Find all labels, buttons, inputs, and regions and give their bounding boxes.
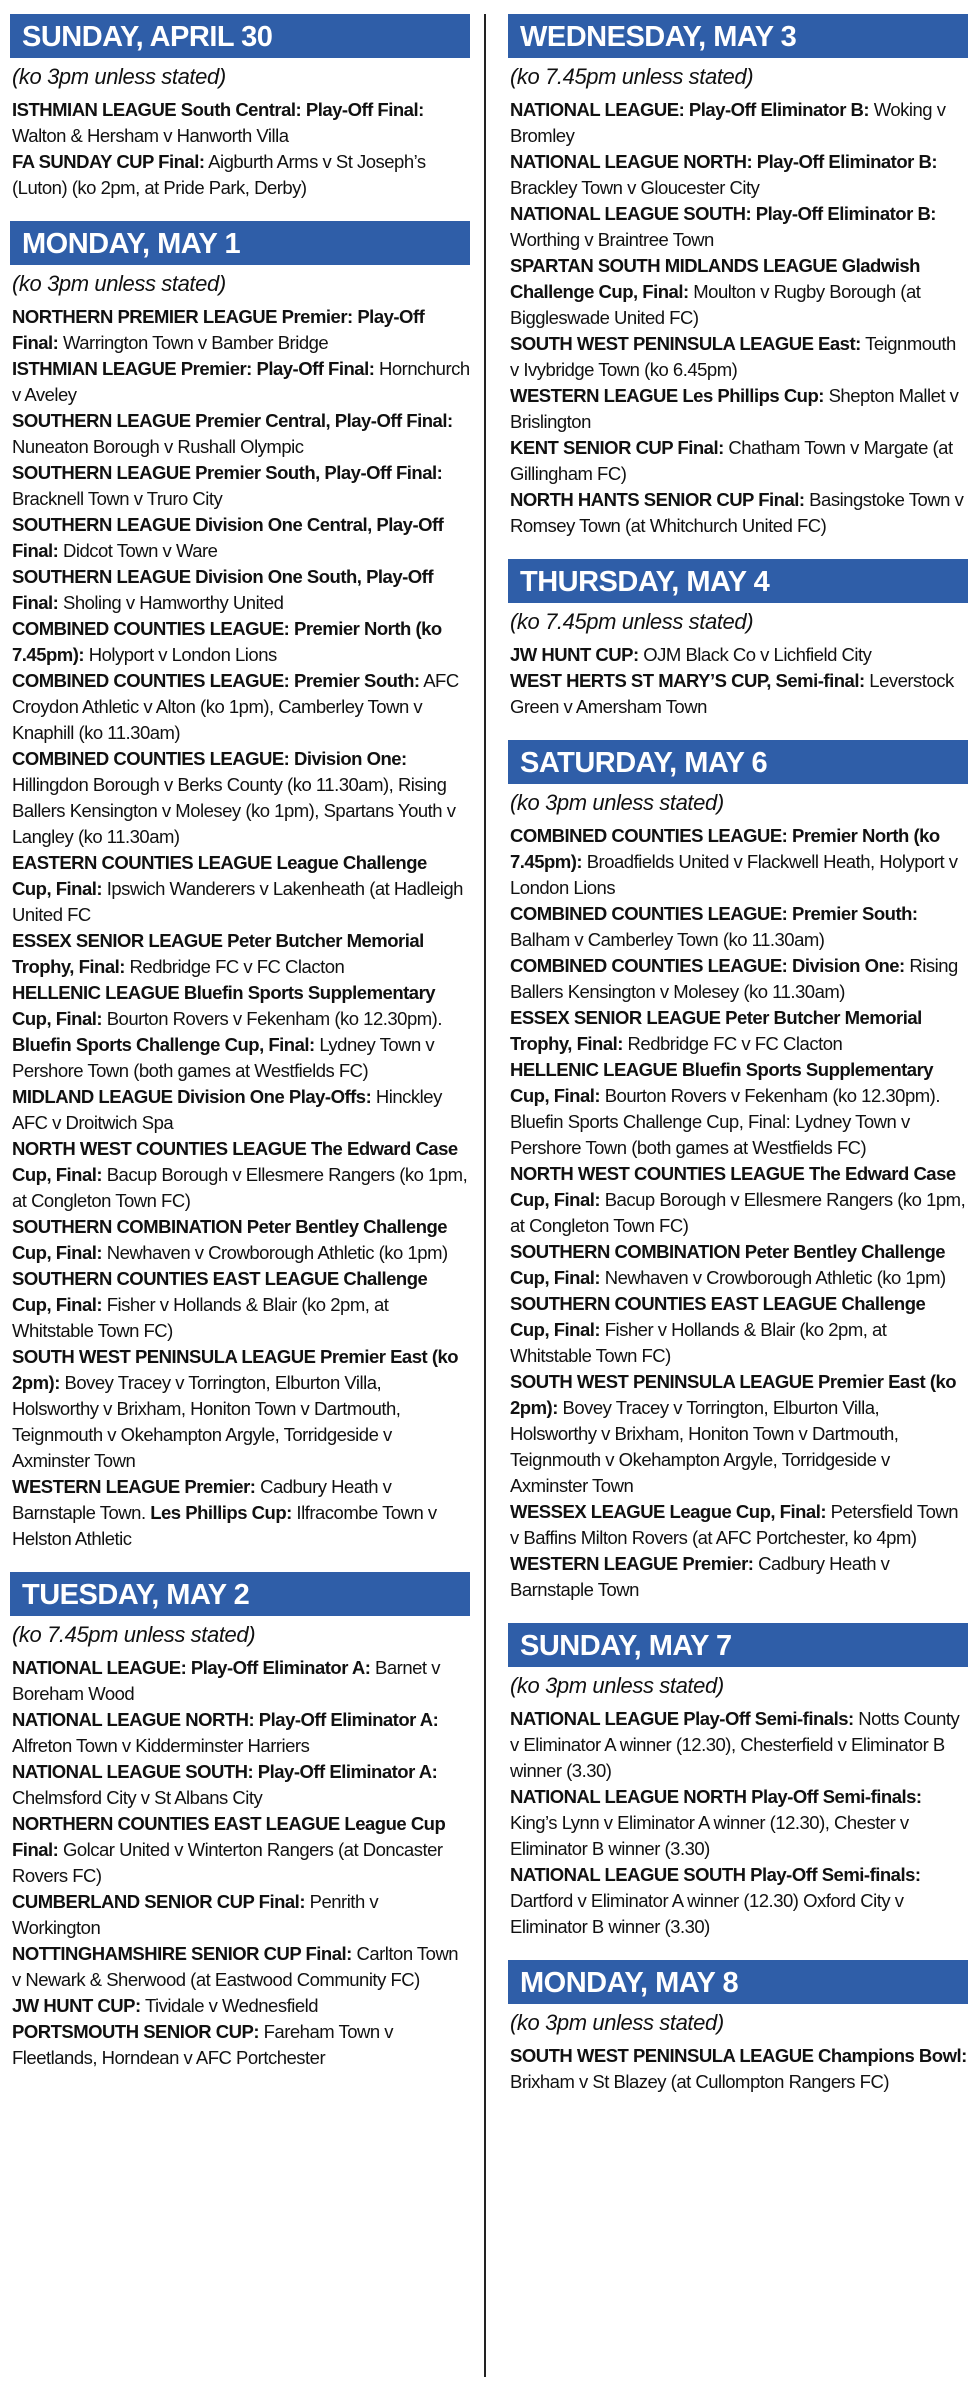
competition-label: SOUTHERN LEAGUE Premier South, Play-Off Final: xyxy=(12,462,443,483)
fixture-entry xyxy=(12,668,470,746)
fixture-text: Ilfracombe Town v Helston Athletic xyxy=(12,1502,437,1549)
fixture-text: Lydney Town v Pershore Town (both games at Westfields FC) xyxy=(12,1034,435,1081)
competition-label: NATIONAL LEAGUE SOUTH Play-Off Semi-finals: xyxy=(510,1864,921,1885)
fixture-entry xyxy=(510,668,968,720)
fixture-text: Newhaven v Crowborough Athletic (ko 1pm) xyxy=(102,1242,448,1263)
fixture-entry xyxy=(12,1266,470,1344)
competition-label: COMBINED COUNTIES LEAGUE: Premier North (ko 7.45pm): xyxy=(510,825,940,872)
competition-label: SOUTHERN LEAGUE Division One Central, Play-Off Final: xyxy=(12,514,444,561)
fixture-text: Rising Ballers Kensington v Molesey (ko 11.30am) xyxy=(510,955,958,1002)
competition-label: WESSEX LEAGUE League Cup, Final: xyxy=(510,1501,827,1522)
fixture-entry xyxy=(12,1084,470,1136)
competition-label: JW HUNT CUP: xyxy=(510,644,639,665)
kickoff-note: (ko 7.45pm unless stated) xyxy=(510,64,754,89)
fixture-text: Aigburth Arms v St Joseph’s (Luton) (ko 2pm, at Pride Park, Derby) xyxy=(12,151,426,198)
fixture-entry xyxy=(510,642,968,668)
competition-label: NATIONAL LEAGUE SOUTH: Play-Off Eliminator B: xyxy=(510,203,936,224)
fixture-text: Bovey Tracey v Torrington, Elburton Villa, Holsworthy v Brixham, Honiton Town v Dartmouth, Teignmouth v Okehampton Argyle, Torridgeside v Axminster Town xyxy=(510,1397,899,1496)
competition-label: COMBINED COUNTIES LEAGUE: Premier South: xyxy=(12,670,420,691)
fixture-text: Tividale v Wednesfield xyxy=(140,1995,319,2016)
fixture-text: Basingstoke Town v Romsey Town (at Whitchurch United FC) xyxy=(510,489,964,536)
fixture-entry xyxy=(12,850,470,928)
column-divider xyxy=(484,14,486,2377)
fixture-text: Broadfields United v Flackwell Heath, Holyport v London Lions xyxy=(510,851,958,898)
competition-label: Bluefin Sports Challenge Cup, Final: xyxy=(12,1034,315,1055)
competition-label: WESTERN LEAGUE Les Phillips Cup: xyxy=(510,385,824,406)
fixture-text: Bovey Tracey v Torrington, Elburton Villa, Holsworthy v Brixham, Honiton Town v Dartmouth, Teignmouth v Okehampton Argyle, Torridgeside v Axminster Town xyxy=(12,1372,401,1471)
competition-label: HELLENIC LEAGUE Bluefin Sports Supplementary Cup, Final: xyxy=(510,1059,934,1106)
fixture-entry xyxy=(510,331,968,383)
day-heading: SUNDAY, APRIL 30 xyxy=(10,14,470,58)
fixture-entry xyxy=(510,1057,968,1161)
fixture-text: Ipswich Wanderers v Lakenheath (at Hadleigh United FC xyxy=(12,878,463,925)
fixture-entry xyxy=(12,1707,470,1759)
fixture-text: Shepton Mallet v Brislington xyxy=(510,385,959,432)
competition-label: COMBINED COUNTIES LEAGUE: Premier North (ko 7.45pm): xyxy=(12,618,442,665)
fixture-entry xyxy=(12,2019,470,2071)
fixture-text: Barnet v Boreham Wood xyxy=(12,1657,440,1704)
fixture-entry xyxy=(510,1291,968,1369)
fixture-entry xyxy=(12,1889,470,1941)
fixture-text: Woking v Bromley xyxy=(510,99,946,146)
fixture-text: Cadbury Heath v Barnstaple Town. xyxy=(12,1476,392,1523)
fixture-text: Carlton Town v Newark & Sherwood (at Eastwood Community FC) xyxy=(12,1943,459,1990)
fixture-entry xyxy=(510,953,968,1005)
fixture-entry xyxy=(12,304,470,356)
day-heading: TUESDAY, MAY 2 xyxy=(10,1572,470,1616)
competition-label: ESSEX SENIOR LEAGUE Peter Butcher Memorial Trophy, Final: xyxy=(510,1007,922,1054)
competition-label: NORTH WEST COUNTIES LEAGUE The Edward Case Cup, Final: xyxy=(510,1163,956,1210)
fixture-text: Brixham v St Blazey (at Cullompton Rangers FC) xyxy=(510,2071,889,2092)
fixture-text: Nuneaton Borough v Rushall Olympic xyxy=(12,436,304,457)
fixture-entry xyxy=(510,1499,968,1551)
fixture-text: Chelmsford City v St Albans City xyxy=(12,1787,263,1808)
competition-label: NATIONAL LEAGUE SOUTH: Play-Off Eliminator A: xyxy=(12,1761,438,1782)
fixture-entry xyxy=(12,460,470,512)
fixture-entry xyxy=(510,435,968,487)
competition-label: JW HUNT CUP: xyxy=(12,1995,141,2016)
fixture-text: Sholing v Hamworthy United xyxy=(58,592,284,613)
competition-label: SOUTHERN COUNTIES EAST LEAGUE Challenge Cup, Final: xyxy=(510,1293,926,1340)
fixture-entry xyxy=(12,1655,470,1707)
left-column xyxy=(10,14,470,2401)
competition-label: SOUTHERN COMBINATION Peter Bentley Challenge Cup, Final: xyxy=(12,1216,448,1263)
day-section xyxy=(10,221,470,1552)
fixture-entry xyxy=(510,1369,968,1499)
fixture-text: Chatham Town v Margate (at Gillingham FC) xyxy=(510,437,953,484)
day-heading: MONDAY, MAY 1 xyxy=(10,221,470,265)
competition-label: KENT SENIOR CUP Final: xyxy=(510,437,724,458)
fixture-text: Moulton v Rugby Borough (at Biggleswade United FC) xyxy=(510,281,921,328)
competition-label: MIDLAND LEAGUE Division One Play-Offs: xyxy=(12,1086,372,1107)
competition-label: NATIONAL LEAGUE NORTH: Play-Off Eliminator A: xyxy=(12,1709,439,1730)
competition-label: COMBINED COUNTIES LEAGUE: Division One: xyxy=(12,748,407,769)
competition-label: SPARTAN SOUTH MIDLANDS LEAGUE Gladwish Challenge Cup, Final: xyxy=(510,255,920,302)
competition-label: SOUTH WEST PENINSULA LEAGUE East: xyxy=(510,333,861,354)
fixture-entry xyxy=(12,616,470,668)
fixture-entry xyxy=(510,253,968,331)
day-heading: SUNDAY, MAY 7 xyxy=(508,1623,968,1667)
fixture-text: Worthing v Braintree Town xyxy=(510,229,714,250)
fixture-entry xyxy=(12,408,470,460)
fixture-text: Notts County v Eliminator A winner (12.30), Chesterfield v Eliminator B winner (3.30) xyxy=(510,1708,960,1781)
fixture-entry xyxy=(510,383,968,435)
fixture-text: OJM Black Co v Lichfield City xyxy=(638,644,872,665)
competition-label: NATIONAL LEAGUE Play-Off Semi-finals: xyxy=(510,1708,854,1729)
competition-label: ESSEX SENIOR LEAGUE Peter Butcher Memorial Trophy, Final: xyxy=(12,930,424,977)
fixture-text: Holyport v London Lions xyxy=(84,644,277,665)
fixture-entry xyxy=(12,1214,470,1266)
kickoff-note: (ko 3pm unless stated) xyxy=(12,271,226,296)
competition-label: WEST HERTS ST MARY’S CUP, Semi-final: xyxy=(510,670,865,691)
fixture-text: Fareham Town v Fleetlands, Horndean v AFC Portchester xyxy=(12,2021,394,2068)
kickoff-note: (ko 3pm unless stated) xyxy=(510,1673,724,1698)
day-section xyxy=(508,1960,968,2095)
fixture-entry xyxy=(510,1239,968,1291)
fixture-entry xyxy=(510,1706,968,1784)
fixture-entry xyxy=(510,1784,968,1862)
competition-label: SOUTHERN COUNTIES EAST LEAGUE Challenge Cup, Final: xyxy=(12,1268,428,1315)
competition-label: SOUTHERN LEAGUE Premier Central, Play-Off Final: xyxy=(12,410,453,431)
day-heading: WEDNESDAY, MAY 3 xyxy=(508,14,968,58)
fixture-entry xyxy=(12,97,470,149)
fixture-entry xyxy=(510,1862,968,1940)
fixture-text: Golcar United v Winterton Rangers (at Doncaster Rovers FC) xyxy=(12,1839,443,1886)
fixture-text: Bourton Rovers v Fekenham (ko 12.30pm). xyxy=(102,1008,442,1029)
fixture-entry xyxy=(510,2043,968,2095)
competition-label: NATIONAL LEAGUE: Play-Off Eliminator B: xyxy=(510,99,870,120)
fixture-text: Penrith v Workington xyxy=(12,1891,379,1938)
fixture-entry xyxy=(510,1551,968,1603)
kickoff-note: (ko 3pm unless stated) xyxy=(12,64,226,89)
fixture-entry xyxy=(12,512,470,564)
fixture-entry xyxy=(12,1811,470,1889)
competition-label: COMBINED COUNTIES LEAGUE: Premier South: xyxy=(510,903,918,924)
competition-label: CUMBERLAND SENIOR CUP Final: xyxy=(12,1891,305,1912)
competition-label: SOUTHERN COMBINATION Peter Bentley Challenge Cup, Final: xyxy=(510,1241,946,1288)
fixture-text: Newhaven v Crowborough Athletic (ko 1pm) xyxy=(600,1267,946,1288)
competition-label: NORTH HANTS SENIOR CUP Final: xyxy=(510,489,805,510)
fixture-entry xyxy=(12,1993,470,2019)
fixture-text: Petersfield Town v Baffins Milton Rovers (at AFC Portchester, ko 4pm) xyxy=(510,1501,959,1548)
competition-label: EASTERN COUNTIES LEAGUE League Challenge Cup, Final: xyxy=(12,852,427,899)
right-column xyxy=(508,14,968,2401)
fixture-text: Cadbury Heath v Barnstaple Town xyxy=(510,1553,890,1600)
competition-label: PORTSMOUTH SENIOR CUP: xyxy=(12,2021,259,2042)
fixture-text: Brackley Town v Gloucester City xyxy=(510,177,760,198)
competition-label: NOTTINGHAMSHIRE SENIOR CUP Final: xyxy=(12,1943,352,1964)
competition-label: SOUTHERN LEAGUE Division One South, Play-Off Final: xyxy=(12,566,434,613)
competition-label: ISTHMIAN LEAGUE Premier: Play-Off Final: xyxy=(12,358,375,379)
fixture-text: Bracknell Town v Truro City xyxy=(12,488,223,509)
competition-label: ISTHMIAN LEAGUE South Central: Play-Off Final: xyxy=(12,99,424,120)
fixture-text: King’s Lynn v Eliminator A winner (12.30), Chester v Eliminator B winner (3.30) xyxy=(510,1812,909,1859)
competition-label: SOUTH WEST PENINSULA LEAGUE Premier East (ko 2pm): xyxy=(510,1371,957,1418)
fixture-entry xyxy=(510,823,968,901)
fixture-text: Bacup Borough v Ellesmere Rangers (ko 1pm, at Congleton Town FC) xyxy=(510,1189,966,1236)
fixture-entry xyxy=(12,1759,470,1811)
fixture-text: AFC Croydon Athletic v Alton (ko 1pm), Camberley Town v Knaphill (ko 11.30am) xyxy=(12,670,459,743)
fixture-entry xyxy=(510,97,968,149)
fixture-text: Leverstock Green v Amersham Town xyxy=(510,670,954,717)
fixture-entry xyxy=(12,1344,470,1474)
competition-label: COMBINED COUNTIES LEAGUE: Division One: xyxy=(510,955,905,976)
fixture-text: Teignmouth v Ivybridge Town (ko 6.45pm) xyxy=(510,333,956,380)
fixture-entry xyxy=(12,1136,470,1214)
day-section xyxy=(508,14,968,539)
fixture-entry xyxy=(510,487,968,539)
kickoff-note: (ko 7.45pm unless stated) xyxy=(510,609,754,634)
competition-label: HELLENIC LEAGUE Bluefin Sports Supplementary Cup, Final: xyxy=(12,982,436,1029)
competition-label: NATIONAL LEAGUE NORTH: Play-Off Eliminator B: xyxy=(510,151,937,172)
day-section xyxy=(508,559,968,720)
fixture-text: Warrington Town v Bamber Bridge xyxy=(58,332,329,353)
kickoff-note: (ko 7.45pm unless stated) xyxy=(12,1622,256,1647)
competition-label: NORTH WEST COUNTIES LEAGUE The Edward Case Cup, Final: xyxy=(12,1138,458,1185)
fixture-text: Fisher v Hollands & Blair (ko 2pm, at Whitstable Town FC) xyxy=(510,1319,887,1366)
competition-label: WESTERN LEAGUE Premier: xyxy=(510,1553,754,1574)
day-section xyxy=(508,740,968,1603)
fixture-entry xyxy=(12,1941,470,1993)
kickoff-note: (ko 3pm unless stated) xyxy=(510,2010,724,2035)
competition-label: NORTHERN COUNTIES EAST LEAGUE League Cup Final: xyxy=(12,1813,446,1860)
fixture-entry xyxy=(12,980,470,1084)
fixture-text: Dartford v Eliminator A winner (12.30) Oxford City v Eliminator B winner (3.30) xyxy=(510,1890,904,1937)
competition-label: FA SUNDAY CUP Final: xyxy=(12,151,205,172)
competition-label: SOUTH WEST PENINSULA LEAGUE Premier East (ko 2pm): xyxy=(12,1346,459,1393)
day-heading: SATURDAY, MAY 6 xyxy=(508,740,968,784)
fixture-text: Bacup Borough v Ellesmere Rangers (ko 1pm, at Congleton Town FC) xyxy=(12,1164,468,1211)
fixture-entry xyxy=(510,901,968,953)
competition-label: WESTERN LEAGUE Premier: xyxy=(12,1476,256,1497)
fixture-entry xyxy=(12,928,470,980)
day-section xyxy=(10,14,470,201)
fixture-entry xyxy=(510,149,968,201)
competition-label: NORTHERN PREMIER LEAGUE Premier: Play-Off Final: xyxy=(12,306,425,353)
fixture-text: Redbridge FC v FC Clacton xyxy=(124,956,345,977)
competition-label: SOUTH WEST PENINSULA LEAGUE Champions Bowl: xyxy=(510,2045,967,2066)
fixture-entry xyxy=(510,1005,968,1057)
fixture-text: Walton & Hersham v Hanworth Villa xyxy=(12,125,289,146)
day-heading: THURSDAY, MAY 4 xyxy=(508,559,968,603)
fixture-entry xyxy=(510,1161,968,1239)
fixture-text: Hinckley AFC v Droitwich Spa xyxy=(12,1086,442,1133)
competition-label: Les Phillips Cup: xyxy=(150,1502,292,1523)
day-heading: MONDAY, MAY 8 xyxy=(508,1960,968,2004)
day-section xyxy=(10,1572,470,2071)
fixture-entry xyxy=(12,746,470,850)
fixture-text: Redbridge FC v FC Clacton xyxy=(622,1033,843,1054)
competition-label: NATIONAL LEAGUE: Play-Off Eliminator A: xyxy=(12,1657,371,1678)
fixture-text: Balham v Camberley Town (ko 11.30am) xyxy=(510,929,825,950)
fixture-text: Bourton Rovers v Fekenham (ko 12.30pm). Bluefin Sports Challenge Cup, Final: Lydney Town v Pershore Town (both games at Westfields FC) xyxy=(510,1085,940,1158)
fixture-text: Hornchurch v Aveley xyxy=(12,358,470,405)
fixture-text: Hillingdon Borough v Berks County (ko 11.30am), Rising Ballers Kensington v Molesey (ko 1pm), Spartans Youth v Langley (ko 11.30am) xyxy=(12,774,456,847)
fixture-entry xyxy=(12,564,470,616)
kickoff-note: (ko 3pm unless stated) xyxy=(510,790,724,815)
day-section xyxy=(508,1623,968,1940)
fixture-entry xyxy=(12,149,470,201)
fixture-text: Alfreton Town v Kidderminster Harriers xyxy=(12,1735,310,1756)
competition-label: NATIONAL LEAGUE NORTH Play-Off Semi-finals: xyxy=(510,1786,922,1807)
fixture-text: Didcot Town v Ware xyxy=(58,540,218,561)
fixture-entry xyxy=(12,356,470,408)
fixture-entry xyxy=(510,201,968,253)
fixture-entry xyxy=(12,1474,470,1552)
fixture-text: Fisher v Hollands & Blair (ko 2pm, at Whitstable Town FC) xyxy=(12,1294,389,1341)
